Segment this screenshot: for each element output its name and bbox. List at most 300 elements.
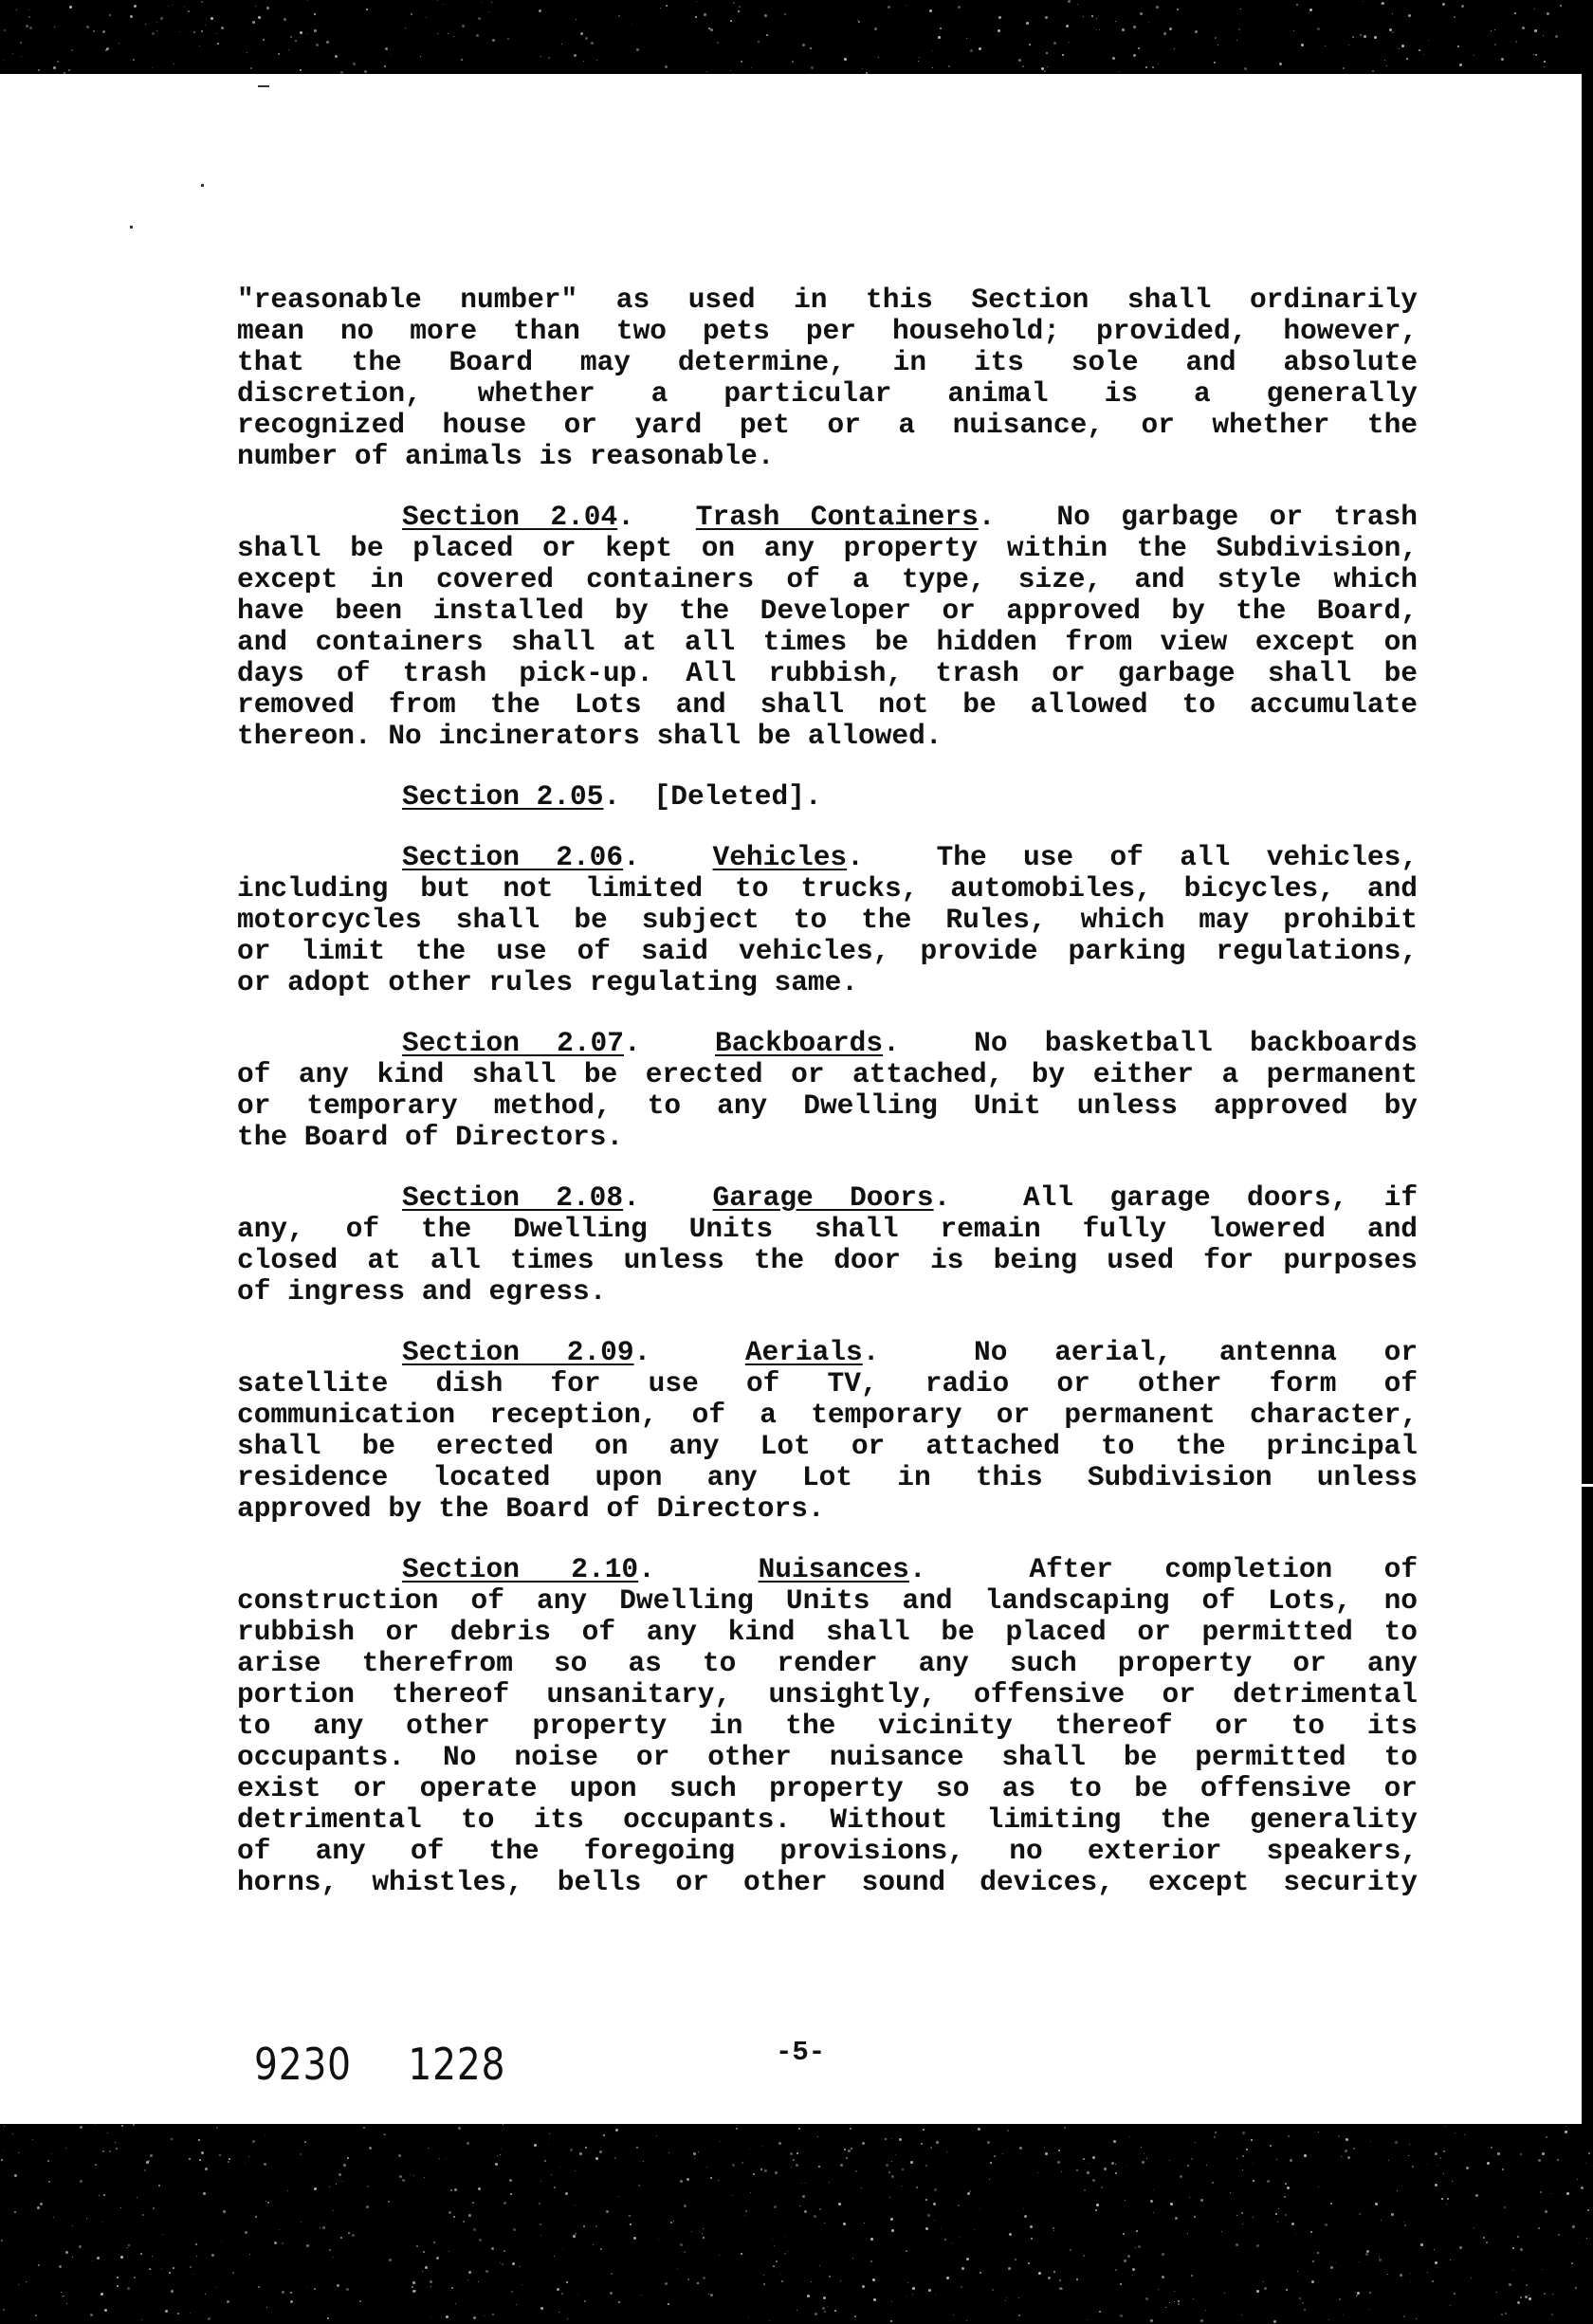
scan-noise [891, 2175, 894, 2178]
scan-noise [790, 2152, 793, 2155]
scan-noise [1363, 1, 1364, 2]
scan-noise [424, 2177, 425, 2178]
scan-noise [1242, 2155, 1244, 2157]
scan-noise [399, 2175, 402, 2178]
scan-noise [554, 2256, 555, 2257]
scan-noise [339, 2173, 341, 2176]
scan-noise [1571, 2262, 1573, 2264]
scan-noise [316, 44, 319, 46]
scan-noise [1412, 2166, 1414, 2168]
text-line: rubbish or debris of any kind shall be placed or permitted to [237, 1616, 1418, 1648]
scan-noise [802, 2195, 805, 2198]
scan-noise [799, 2205, 800, 2206]
scan-noise [99, 2195, 100, 2196]
scan-noise [1341, 2156, 1342, 2157]
scan-noise [1, 2159, 3, 2161]
text-line: recognized house or yard pet or a nuisance, or whether the [237, 409, 1418, 441]
scan-noise [687, 2178, 689, 2181]
scan-noise [1442, 3, 1445, 6]
scan-noise [559, 2167, 560, 2168]
scan-noise [366, 9, 368, 10]
scan-noise [1379, 2259, 1382, 2261]
section-number: Section 2.08 [402, 1181, 624, 1214]
scan-noise [870, 2238, 873, 2241]
scan-noise [1096, 18, 1097, 19]
scan-noise [741, 2253, 742, 2255]
scan-noise [446, 2158, 447, 2159]
scan-noise [388, 2201, 390, 2203]
scan-noise [1345, 2150, 1347, 2152]
scan-noise [205, 25, 206, 26]
scan-noise [1031, 2238, 1033, 2240]
scan-noise [966, 38, 967, 39]
scan-noise [1301, 44, 1304, 46]
scan-noise [890, 2320, 892, 2322]
scan-noise [593, 2244, 594, 2245]
scan-noise [509, 2179, 512, 2182]
scan-noise [580, 32, 583, 35]
scan-noise [4, 2126, 5, 2127]
scan-noise [1037, 2172, 1038, 2173]
scan-noise [810, 47, 812, 49]
scan-noise [1517, 2236, 1519, 2238]
scan-noise [1304, 2309, 1306, 2311]
scan-noise [1253, 2217, 1254, 2218]
scan-noise [899, 2138, 902, 2141]
scan-noise [668, 2152, 669, 2153]
text-line: exist or operate upon such property so as to be offensive or [237, 1772, 1418, 1804]
scan-noise [193, 31, 195, 33]
scan-noise [1041, 67, 1044, 70]
scan-noise [267, 2202, 269, 2204]
scan-noise [1169, 2302, 1170, 2303]
scan-noise [468, 2271, 471, 2274]
scan-noise [1132, 2268, 1135, 2271]
scan-noise [1526, 2284, 1528, 2286]
scan-noise [1551, 2314, 1553, 2315]
scan-noise [1163, 32, 1166, 35]
text-line: satellite dish for use of TV, radio or other form of [237, 1367, 1418, 1400]
scan-noise [1273, 2320, 1276, 2323]
scan-noise [829, 2182, 830, 2183]
scan-noise [1006, 2297, 1007, 2298]
scan-noise [1077, 4, 1078, 5]
scan-noise [693, 2152, 696, 2155]
scan-noise [1497, 2152, 1500, 2155]
scan-noise [534, 2144, 537, 2147]
scan-noise [1162, 2253, 1164, 2256]
scan-noise [1059, 2279, 1061, 2281]
scan-noise [265, 2134, 266, 2135]
scan-noise [829, 2276, 831, 2278]
scan-noise [935, 2295, 936, 2296]
text-line: have been installed by the Developer or approved by the Board, [237, 595, 1418, 627]
section-heading-line: Section 2.04. Trash Containers. No garbage or trash [402, 501, 1419, 533]
scan-noise [102, 2222, 103, 2223]
scan-noise [92, 2260, 93, 2261]
scan-noise [549, 2133, 550, 2134]
scan-noise [979, 47, 981, 50]
scan-noise [1400, 2274, 1402, 2277]
text-line: that the Board may determine, in its sole and absolute [237, 346, 1418, 378]
margin-mark-left [0, 1484, 13, 1487]
scan-noise [575, 2170, 576, 2171]
scan-noise [978, 2128, 980, 2131]
text-line: removed from the Lots and shall not be allowed to accumulate [237, 688, 1418, 721]
scan-noise [921, 2143, 923, 2145]
scan-noise [599, 2150, 602, 2153]
scan-noise [255, 2216, 257, 2218]
scan-noise [1096, 2204, 1099, 2206]
scan-noise [618, 2196, 619, 2197]
scan-noise [1432, 2280, 1434, 2282]
scan-noise [130, 15, 133, 18]
scan-noise [203, 2192, 206, 2195]
scan-noise [907, 2282, 908, 2283]
scan-noise [1195, 30, 1198, 33]
scan-noise [1293, 30, 1294, 31]
section-title: Nuisances [758, 1553, 909, 1585]
scan-noise [1178, 2303, 1180, 2305]
scan-noise [458, 2127, 461, 2130]
scan-noise [216, 33, 217, 34]
scan-noise [221, 2241, 222, 2242]
scan-noise [369, 2147, 372, 2150]
scan-noise [933, 2203, 936, 2205]
scan-border-bottom [0, 2124, 1593, 2324]
scan-noise [802, 44, 805, 46]
scan-noise [117, 2277, 119, 2278]
scan-noise [103, 2194, 105, 2196]
scan-noise [1191, 2158, 1193, 2160]
scan-noise [776, 2260, 778, 2262]
scan-noise [462, 25, 465, 27]
scan-noise [492, 39, 495, 42]
scan-noise [1019, 2147, 1022, 2150]
scan-noise [927, 2214, 930, 2217]
scan-noise [1083, 16, 1084, 17]
scan-noise [961, 2286, 962, 2288]
scan-noise [1382, 2, 1384, 5]
scan-noise [710, 28, 713, 31]
scan-noise [389, 2259, 392, 2261]
scan-noise [1187, 2233, 1188, 2234]
text-line: of any of the foregoing provisions, no exterior speakers, [237, 1835, 1418, 1867]
scan-noise [1092, 2156, 1095, 2159]
scan-noise [618, 2301, 620, 2303]
scan-noise [1270, 2145, 1272, 2147]
scan-noise [405, 27, 406, 28]
scan-noise [1522, 27, 1525, 29]
scan-noise [169, 2272, 171, 2274]
scan-noise [730, 70, 731, 71]
scan-noise [861, 2187, 862, 2188]
scan-noise [784, 13, 786, 15]
scan-noise [710, 2177, 712, 2179]
scan-noise [1064, 2127, 1066, 2129]
scan-noise [750, 2192, 751, 2193]
scan-noise [665, 65, 668, 68]
scan-noise [199, 2159, 201, 2161]
scan-noise [284, 18, 286, 21]
section-text: [Deleted]. [653, 780, 822, 813]
scan-noise [989, 2179, 990, 2180]
scan-noise [873, 2298, 876, 2301]
scan-noise [1364, 35, 1366, 38]
section-number: Section 2.06 [402, 841, 624, 873]
scan-noise [453, 36, 454, 37]
scan-noise [1174, 48, 1175, 49]
scan-noise [500, 2154, 501, 2155]
scan-noise [1045, 16, 1048, 19]
scan-noise [934, 2188, 937, 2191]
scan-noise [791, 2167, 792, 2168]
scan-noise [1145, 2297, 1148, 2300]
scan-noise [306, 2244, 309, 2247]
scan-noise [932, 50, 933, 51]
scan-noise [1133, 54, 1136, 57]
scan-noise [703, 2277, 705, 2279]
scan-noise [706, 2167, 707, 2168]
scan-noise [925, 2199, 927, 2201]
scan-noise [205, 2168, 208, 2170]
scan-noise [561, 2293, 563, 2295]
scan-noise [1441, 2198, 1443, 2200]
scan-noise [944, 2239, 946, 2241]
scan-noise [133, 59, 135, 61]
scan-noise [245, 2231, 247, 2234]
scan-noise [941, 2228, 942, 2229]
scan-noise [540, 2235, 541, 2236]
scan-noise [760, 2168, 762, 2170]
scan-noise [1299, 2297, 1301, 2299]
scan-noise [86, 2218, 87, 2219]
scan-noise [1053, 2271, 1055, 2273]
scan-noise [792, 61, 794, 63]
scan-noise [940, 27, 942, 29]
scan-noise [65, 2148, 66, 2149]
scan-noise [1410, 2281, 1411, 2282]
scan-noise [258, 16, 261, 19]
scan-noise [696, 1, 697, 2]
scan-noise [398, 2154, 401, 2157]
scan-noise [495, 2163, 498, 2166]
scan-noise [215, 2287, 216, 2288]
scan-noise [158, 2185, 160, 2187]
scan-noise [1455, 2132, 1456, 2133]
scan-noise [1588, 2152, 1590, 2154]
scan-noise [428, 2148, 429, 2149]
scan-noise [71, 49, 73, 51]
scan-noise [694, 2158, 695, 2159]
text-line: except in covered containers of a type, size, and style which [237, 563, 1418, 595]
scan-noise [923, 2129, 925, 2131]
scan-noise [145, 24, 146, 25]
scan-noise [430, 2286, 431, 2287]
scan-noise [171, 2290, 174, 2293]
scan-noise [888, 2171, 890, 2173]
scan-noise [217, 43, 219, 45]
scan-noise [1348, 45, 1349, 46]
scan-noise [488, 11, 489, 12]
scan-noise [1375, 2203, 1378, 2205]
scan-noise [1070, 2249, 1071, 2251]
scan-noise [208, 2317, 211, 2320]
scan-noise [1586, 2238, 1587, 2239]
scan-noise [1558, 2234, 1560, 2236]
scan-noise [1007, 2130, 1009, 2132]
scan-noise [328, 41, 329, 42]
text-line: horns, whistles, bells or other sound devices, except security [237, 1866, 1418, 1898]
scan-noise [1044, 70, 1046, 72]
scan-noise [928, 2289, 931, 2292]
scan-noise [1416, 2318, 1417, 2319]
scan-noise [579, 2152, 582, 2155]
scan-noise [1242, 2132, 1245, 2134]
scan-noise [1053, 42, 1056, 45]
scan-noise [115, 2142, 116, 2143]
scan-noise [412, 2281, 415, 2284]
scan-noise [448, 33, 449, 34]
scan-noise [29, 27, 32, 29]
scan-noise [1459, 64, 1462, 66]
scan-noise [117, 2285, 119, 2287]
scan-noise [775, 2171, 778, 2174]
scan-noise [1312, 2260, 1314, 2262]
scan-noise [1406, 58, 1408, 60]
scan-noise [439, 2158, 440, 2159]
scan-noise [730, 20, 732, 22]
scan-noise [1135, 2247, 1136, 2248]
scan-noise [1457, 46, 1459, 47]
scan-noise [20, 42, 22, 44]
scan-noise [763, 2283, 765, 2285]
scan-noise [938, 36, 941, 39]
scan-noise [1200, 2319, 1203, 2322]
scan-noise [12, 2133, 13, 2134]
scan-noise [677, 2268, 678, 2269]
scan-noise [906, 2250, 907, 2252]
scan-noise [1296, 4, 1298, 6]
scan-noise [539, 2203, 540, 2205]
scan-noise [1509, 2283, 1511, 2286]
scan-noise [1152, 66, 1154, 68]
scan-noise [134, 2277, 136, 2278]
scan-noise [591, 42, 594, 45]
scan-noise [1544, 61, 1546, 63]
scan-noise [451, 2287, 453, 2289]
scan-noise [26, 25, 28, 27]
scan-noise [1120, 2315, 1123, 2317]
scan-noise [1022, 65, 1024, 67]
scan-noise [1545, 2210, 1547, 2213]
scan-noise [1338, 2135, 1340, 2137]
scan-noise [1542, 2269, 1543, 2270]
scan-noise [1193, 2298, 1194, 2299]
scan-noise [1534, 29, 1537, 32]
scan-noise [1015, 2259, 1016, 2260]
scan-noise [1180, 2175, 1182, 2178]
scan-noise [998, 16, 1001, 19]
scan-noise [1242, 2223, 1243, 2224]
scan-noise [891, 2301, 892, 2302]
scan-noise [994, 2155, 996, 2157]
scan-noise [1253, 2180, 1254, 2182]
scan-noise [151, 2269, 152, 2270]
scan-noise [295, 40, 297, 42]
scan-noise [1178, 2300, 1180, 2302]
scan-noise [279, 2229, 280, 2230]
scan-noise [934, 2220, 935, 2221]
scan-noise [1496, 2292, 1497, 2293]
scan-noise [346, 2288, 349, 2291]
scan-noise [121, 2125, 123, 2127]
scan-noise [643, 2161, 644, 2162]
text-line: number of animals is reasonable. [237, 440, 775, 472]
scan-noise [201, 1, 203, 3]
scan-noise [1483, 2237, 1485, 2239]
scan-noise [575, 2233, 577, 2235]
scan-noise [90, 2314, 93, 2316]
scan-noise [107, 2132, 108, 2133]
scan-noise [322, 2226, 325, 2229]
scan-noise [919, 57, 920, 58]
scan-noise [1253, 2163, 1254, 2164]
section-number: Section 2.09 [402, 1336, 634, 1368]
scan-noise [1557, 2159, 1559, 2161]
scan-noise [1005, 2300, 1006, 2301]
scan-noise [384, 65, 386, 67]
section-heading-line: Section 2.09. Aerials. No aerial, antenna or [402, 1336, 1419, 1368]
scan-noise [1287, 2187, 1290, 2189]
scan-noise [1529, 2297, 1531, 2300]
section-text: No garbage or trash [1056, 501, 1419, 533]
scan-noise [823, 2297, 826, 2299]
scan-noise [1214, 2136, 1216, 2138]
scan-noise [1384, 60, 1385, 61]
scan-noise [1494, 44, 1496, 46]
scan-noise [1579, 2242, 1580, 2243]
scan-noise [1347, 2156, 1350, 2159]
intro-paragraph [237, 284, 1418, 472]
scan-noise [748, 2316, 749, 2317]
scan-noise [1401, 45, 1404, 47]
scan-noise [3, 60, 4, 61]
scan-noise [1285, 2214, 1287, 2216]
scan-noise [333, 2257, 334, 2258]
scan-noise [850, 2128, 851, 2130]
scan-noise [1439, 2157, 1441, 2159]
scan-noise [929, 9, 932, 12]
scan-noise [670, 2222, 672, 2223]
scan-noise [918, 61, 919, 62]
scan-noise [152, 32, 155, 35]
scan-noise [878, 57, 879, 58]
scan-noise [720, 2141, 721, 2142]
scan-noise [814, 2215, 816, 2218]
scan-noise [446, 2315, 449, 2318]
text-line: residence located upon any Lot in this Subdivision unless [237, 1461, 1418, 1493]
scan-noise [1030, 2225, 1033, 2228]
scan-noise [1359, 2261, 1360, 2262]
scan-noise [1096, 29, 1097, 30]
scan-noise [72, 2225, 73, 2226]
text-line: or adopt other rules regulating same. [237, 966, 859, 998]
scan-noise [485, 2270, 488, 2273]
scan-noise [1142, 2161, 1144, 2164]
scan-noise [1399, 48, 1400, 49]
scan-noise [1427, 2164, 1428, 2165]
